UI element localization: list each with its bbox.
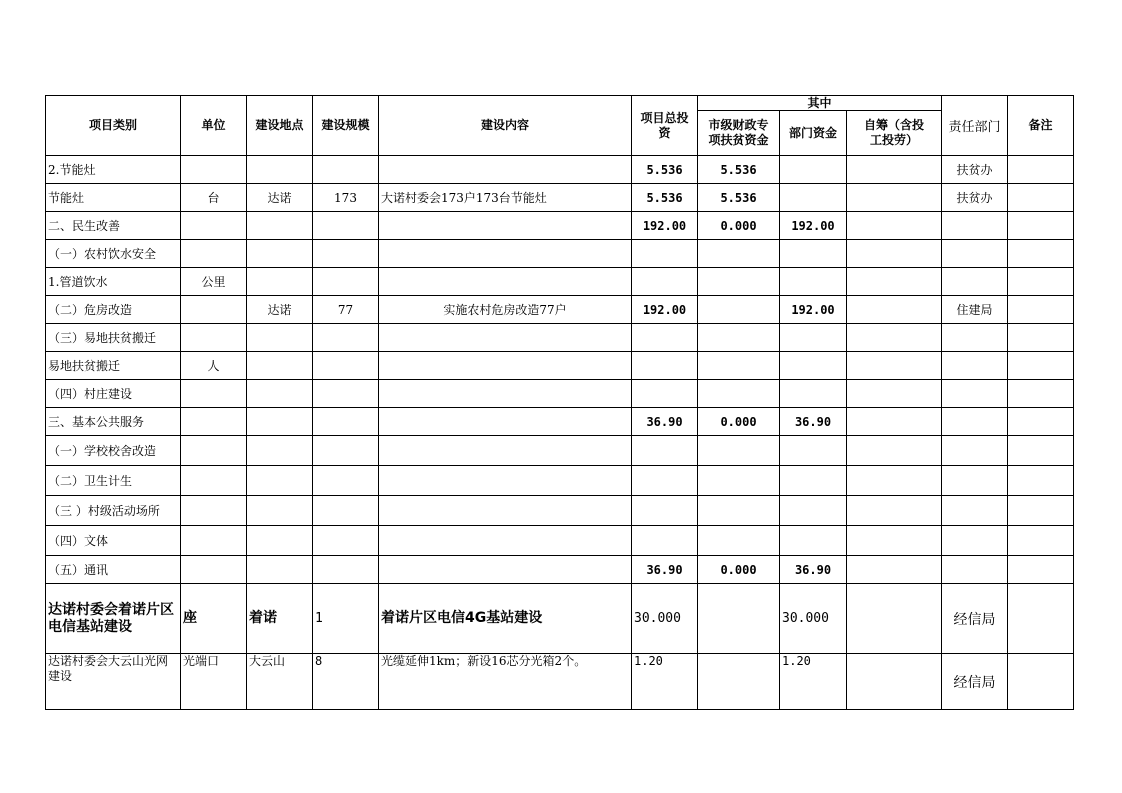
cell-total: 36.90 [632, 556, 698, 584]
cell-scale [313, 556, 379, 584]
cell-content [379, 268, 632, 296]
cell-note [1008, 408, 1074, 436]
cell-dept [942, 408, 1008, 436]
cell-dept-fund [780, 268, 847, 296]
cell-unit: 公里 [181, 268, 247, 296]
cell-total [632, 268, 698, 296]
cell-dept [942, 556, 1008, 584]
cell-dept: 扶贫办 [942, 184, 1008, 212]
cell-scale: 1 [313, 584, 379, 654]
cell-category: 达诺村委会大云山光网建设 [46, 654, 181, 710]
table-row [46, 466, 1074, 496]
cell-dept-fund: 192.00 [780, 296, 847, 324]
cell-scale: 173 [313, 184, 379, 212]
cell-city-fund [698, 296, 780, 324]
cell-unit [181, 240, 247, 268]
cell-content [379, 466, 632, 496]
cell-dept: 扶贫办 [942, 156, 1008, 184]
cell-dept-fund [780, 380, 847, 408]
table-row [46, 156, 1074, 184]
cell-scale [313, 436, 379, 466]
cell-city-fund: 0.000 [698, 556, 780, 584]
header-unit: 单位 [181, 96, 247, 156]
cell-self-fund [847, 352, 942, 380]
cell-dept [942, 436, 1008, 466]
cell-dept-fund: 1.20 [780, 654, 847, 710]
cell-unit [181, 466, 247, 496]
header-scale: 建设规模 [313, 96, 379, 156]
cell-unit [181, 556, 247, 584]
cell-category: 1.管道饮水 [46, 268, 181, 296]
cell-dept-fund [780, 324, 847, 352]
cell-self-fund [847, 584, 942, 654]
cell-total [632, 526, 698, 556]
cell-scale [313, 380, 379, 408]
cell-note [1008, 584, 1074, 654]
table-row [46, 584, 1074, 654]
cell-location [247, 466, 313, 496]
cell-dept-fund [780, 352, 847, 380]
cell-city-fund [698, 526, 780, 556]
cell-location: 着诺 [247, 584, 313, 654]
cell-location [247, 268, 313, 296]
cell-scale [313, 268, 379, 296]
cell-total: 192.00 [632, 212, 698, 240]
cell-location [247, 408, 313, 436]
cell-unit [181, 526, 247, 556]
cell-self-fund [847, 156, 942, 184]
header-group: 其中 [698, 96, 942, 111]
cell-note [1008, 156, 1074, 184]
cell-city-fund [698, 436, 780, 466]
cell-city-fund [698, 584, 780, 654]
cell-dept-fund: 192.00 [780, 212, 847, 240]
cell-total [632, 240, 698, 268]
cell-note [1008, 352, 1074, 380]
table-row [46, 436, 1074, 466]
cell-self-fund [847, 268, 942, 296]
cell-dept [942, 268, 1008, 296]
cell-dept-fund [780, 466, 847, 496]
cell-self-fund [847, 184, 942, 212]
header-self-fund: 自筹（含投工投劳） [847, 111, 942, 156]
cell-content [379, 380, 632, 408]
cell-category: （二）卫生计生 [46, 466, 181, 496]
cell-category: （四）文体 [46, 526, 181, 556]
table-row [46, 496, 1074, 526]
cell-content [379, 526, 632, 556]
cell-unit [181, 408, 247, 436]
cell-unit [181, 496, 247, 526]
cell-city-fund [698, 654, 780, 710]
table-row [46, 556, 1074, 584]
cell-content [379, 556, 632, 584]
cell-unit [181, 436, 247, 466]
cell-note [1008, 436, 1074, 466]
cell-total [632, 324, 698, 352]
cell-note [1008, 380, 1074, 408]
table-row [46, 268, 1074, 296]
cell-location: 大云山 [247, 654, 313, 710]
cell-unit [181, 296, 247, 324]
cell-category: （四）村庄建设 [46, 380, 181, 408]
cell-unit [181, 324, 247, 352]
table-row [46, 654, 1074, 710]
cell-location [247, 352, 313, 380]
cell-location [247, 156, 313, 184]
cell-category: 三、基本公共服务 [46, 408, 181, 436]
cell-unit: 人 [181, 352, 247, 380]
cell-content: 实施农村危房改造77户 [379, 296, 632, 324]
cell-scale [313, 496, 379, 526]
table-row [46, 184, 1074, 212]
cell-total [632, 496, 698, 526]
cell-note [1008, 184, 1074, 212]
cell-total: 36.90 [632, 408, 698, 436]
table-row [46, 240, 1074, 268]
header-city-fund: 市级财政专项扶贫资金 [698, 111, 780, 156]
cell-total [632, 436, 698, 466]
cell-scale [313, 526, 379, 556]
cell-note [1008, 526, 1074, 556]
cell-location [247, 496, 313, 526]
cell-note [1008, 212, 1074, 240]
cell-self-fund [847, 466, 942, 496]
cell-city-fund [698, 240, 780, 268]
cell-content [379, 156, 632, 184]
project-table [45, 95, 1074, 710]
cell-self-fund [847, 408, 942, 436]
cell-dept: 经信局 [942, 654, 1008, 710]
cell-location [247, 212, 313, 240]
cell-scale: 8 [313, 654, 379, 710]
cell-city-fund: 5.536 [698, 184, 780, 212]
cell-scale [313, 352, 379, 380]
cell-city-fund [698, 324, 780, 352]
header-dept-fund: 部门资金 [780, 111, 847, 156]
cell-dept [942, 496, 1008, 526]
cell-content [379, 212, 632, 240]
cell-location [247, 324, 313, 352]
header-category: 项目类别 [46, 96, 181, 156]
table-row [46, 212, 1074, 240]
cell-dept-fund: 36.90 [780, 408, 847, 436]
cell-category: 达诺村委会着诺片区电信基站建设 [46, 584, 181, 654]
cell-content: 光缆延伸1km；新设16芯分光箱2个。 [379, 654, 632, 710]
cell-self-fund [847, 556, 942, 584]
cell-dept-fund [780, 240, 847, 268]
table-row [46, 352, 1074, 380]
cell-dept [942, 212, 1008, 240]
cell-note [1008, 240, 1074, 268]
cell-location [247, 556, 313, 584]
cell-location [247, 380, 313, 408]
cell-location [247, 526, 313, 556]
cell-dept [942, 240, 1008, 268]
cell-category: （一）农村饮水安全 [46, 240, 181, 268]
cell-self-fund [847, 436, 942, 466]
cell-total: 192.00 [632, 296, 698, 324]
cell-location: 达诺 [247, 296, 313, 324]
cell-dept-fund [780, 496, 847, 526]
cell-note [1008, 556, 1074, 584]
cell-content [379, 408, 632, 436]
cell-self-fund [847, 380, 942, 408]
cell-scale [313, 466, 379, 496]
cell-scale [313, 240, 379, 268]
cell-unit: 台 [181, 184, 247, 212]
cell-note [1008, 296, 1074, 324]
cell-category: 二、民生改善 [46, 212, 181, 240]
cell-location: 达诺 [247, 184, 313, 212]
cell-total: 5.536 [632, 184, 698, 212]
cell-category: 2.节能灶 [46, 156, 181, 184]
cell-scale [313, 408, 379, 436]
cell-category: （五）通讯 [46, 556, 181, 584]
cell-unit [181, 212, 247, 240]
cell-self-fund [847, 654, 942, 710]
cell-self-fund [847, 296, 942, 324]
cell-dept [942, 380, 1008, 408]
cell-dept: 住建局 [942, 296, 1008, 324]
cell-total: 1.20 [632, 654, 698, 710]
cell-city-fund: 0.000 [698, 212, 780, 240]
header-dept: 责任部门 [942, 96, 1008, 156]
header-total: 项目总投资 [632, 96, 698, 156]
cell-self-fund [847, 324, 942, 352]
cell-city-fund [698, 496, 780, 526]
header-content: 建设内容 [379, 96, 632, 156]
cell-category: （三）易地扶贫搬迁 [46, 324, 181, 352]
cell-total [632, 380, 698, 408]
cell-city-fund: 5.536 [698, 156, 780, 184]
cell-city-fund [698, 352, 780, 380]
cell-scale [313, 156, 379, 184]
header-location: 建设地点 [247, 96, 313, 156]
cell-city-fund: 0.000 [698, 408, 780, 436]
header-row-1 [46, 96, 1074, 111]
cell-total [632, 466, 698, 496]
cell-note [1008, 324, 1074, 352]
cell-category: 节能灶 [46, 184, 181, 212]
table-row [46, 380, 1074, 408]
cell-city-fund [698, 268, 780, 296]
table-row [46, 526, 1074, 556]
cell-note [1008, 466, 1074, 496]
cell-content [379, 324, 632, 352]
cell-city-fund [698, 380, 780, 408]
cell-dept-fund [780, 156, 847, 184]
cell-category: （二）危房改造 [46, 296, 181, 324]
header-note: 备注 [1008, 96, 1074, 156]
cell-dept [942, 324, 1008, 352]
cell-dept-fund: 30.000 [780, 584, 847, 654]
cell-dept [942, 466, 1008, 496]
table-row [46, 324, 1074, 352]
table-row [46, 296, 1074, 324]
cell-self-fund [847, 526, 942, 556]
cell-dept-fund: 36.90 [780, 556, 847, 584]
cell-category: 易地扶贫搬迁 [46, 352, 181, 380]
cell-dept-fund [780, 526, 847, 556]
cell-note [1008, 496, 1074, 526]
cell-category: （一）学校校舍改造 [46, 436, 181, 466]
cell-category: （三 ）村级活动场所 [46, 496, 181, 526]
cell-scale: 77 [313, 296, 379, 324]
cell-unit: 光端口 [181, 654, 247, 710]
cell-content [379, 240, 632, 268]
cell-dept-fund [780, 184, 847, 212]
cell-self-fund [847, 496, 942, 526]
cell-unit [181, 380, 247, 408]
cell-content [379, 436, 632, 466]
cell-scale [313, 324, 379, 352]
cell-location [247, 240, 313, 268]
cell-total: 30.000 [632, 584, 698, 654]
cell-dept [942, 352, 1008, 380]
cell-city-fund [698, 466, 780, 496]
cell-note [1008, 654, 1074, 710]
cell-self-fund [847, 240, 942, 268]
cell-location [247, 436, 313, 466]
cell-note [1008, 268, 1074, 296]
cell-total: 5.536 [632, 156, 698, 184]
cell-content [379, 352, 632, 380]
cell-dept [942, 526, 1008, 556]
cell-unit [181, 156, 247, 184]
cell-dept-fund [780, 436, 847, 466]
cell-self-fund [847, 212, 942, 240]
cell-content: 大诺村委会173户173台节能灶 [379, 184, 632, 212]
cell-content: 着诺片区电信4G基站建设 [379, 584, 632, 654]
cell-content [379, 496, 632, 526]
cell-total [632, 352, 698, 380]
table-row [46, 408, 1074, 436]
cell-unit: 座 [181, 584, 247, 654]
cell-dept: 经信局 [942, 584, 1008, 654]
cell-scale [313, 212, 379, 240]
